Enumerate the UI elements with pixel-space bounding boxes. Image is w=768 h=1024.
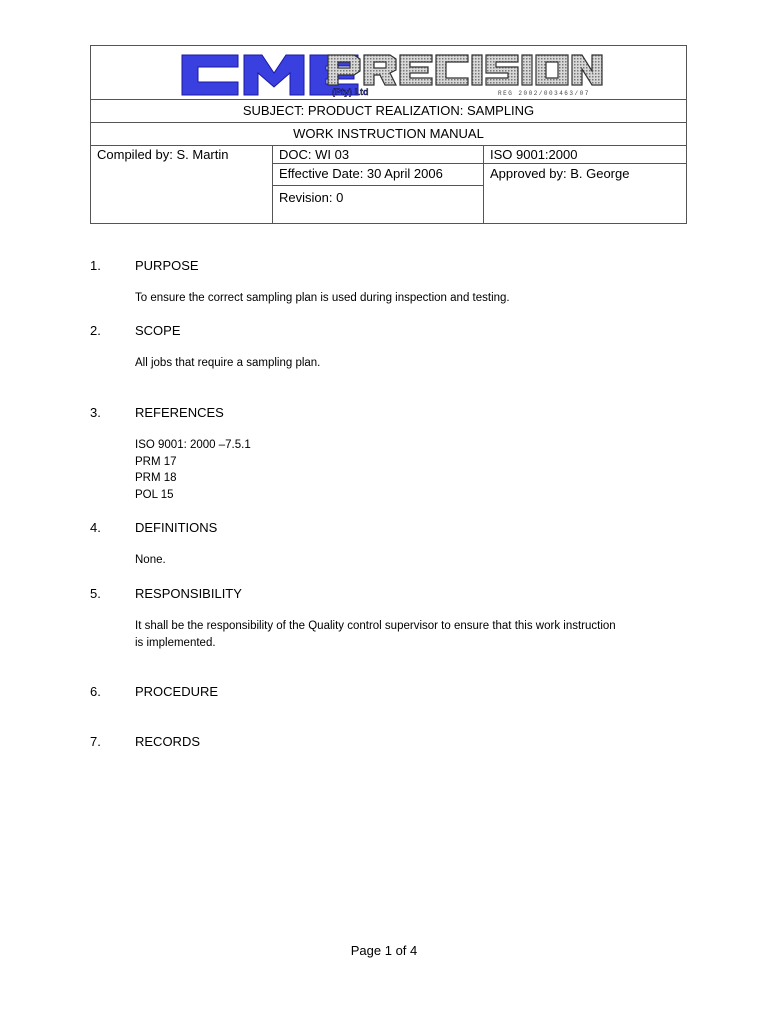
manual-title: WORK INSTRUCTION MANUAL — [91, 123, 686, 146]
section-body-scope: All jobs that require a sampling plan. — [135, 357, 321, 369]
section-title-purpose: PURPOSE — [135, 258, 199, 273]
section-title-scope: SCOPE — [135, 323, 181, 338]
document-info-grid — [91, 146, 686, 223]
company-logo — [178, 49, 603, 97]
document-header — [90, 45, 687, 224]
section-number: 6. — [90, 684, 101, 699]
section-body-responsibility: It shall be the responsibility of the Quality control supervisor to ensure that this work instruction is implemented. — [135, 620, 616, 649]
section-number: 1. — [90, 258, 101, 273]
effective-date: Effective Date: 30 April 2006 — [272, 164, 484, 186]
section-number: 3. — [90, 405, 101, 420]
doc-number: DOC: WI 03 — [272, 146, 484, 164]
revision: Revision: 0 — [272, 186, 484, 223]
section-number: 2. — [90, 323, 101, 338]
approved-by: Approved by: B. George — [490, 166, 630, 181]
section-body-definitions: None. — [135, 554, 166, 566]
section-title-definitions: DEFINITIONS — [135, 520, 218, 535]
section-body-references: ISO 9001: 2000 –7.5.1 PRM 17 PRM 18 POL 15 — [135, 439, 251, 501]
section-title-responsibility: RESPONSIBILITY — [135, 586, 242, 601]
section-number: 7. — [90, 734, 101, 749]
section-number: 5. — [90, 586, 101, 601]
subject-line: SUBJECT: PRODUCT REALIZATION: SAMPLING — [91, 100, 686, 123]
section-title-procedure: PROCEDURE — [135, 684, 219, 699]
logo-registration: REG 2002/003463/07 — [498, 90, 590, 97]
page-number: Page 1 of 4 — [350, 943, 418, 958]
section-body-purpose: To ensure the correct sampling plan is used during inspection and testing. — [135, 292, 510, 304]
logo-subtitle: (Pty) Ltd — [332, 87, 369, 97]
iso-standard: ISO 9001:2000 — [484, 146, 687, 164]
section-title-references: REFERENCES — [135, 405, 224, 420]
section-title-records: RECORDS — [135, 734, 201, 749]
logo-banner — [91, 46, 686, 100]
section-number: 4. — [90, 520, 101, 535]
compiled-by: Compiled by: S. Martin — [97, 147, 229, 162]
